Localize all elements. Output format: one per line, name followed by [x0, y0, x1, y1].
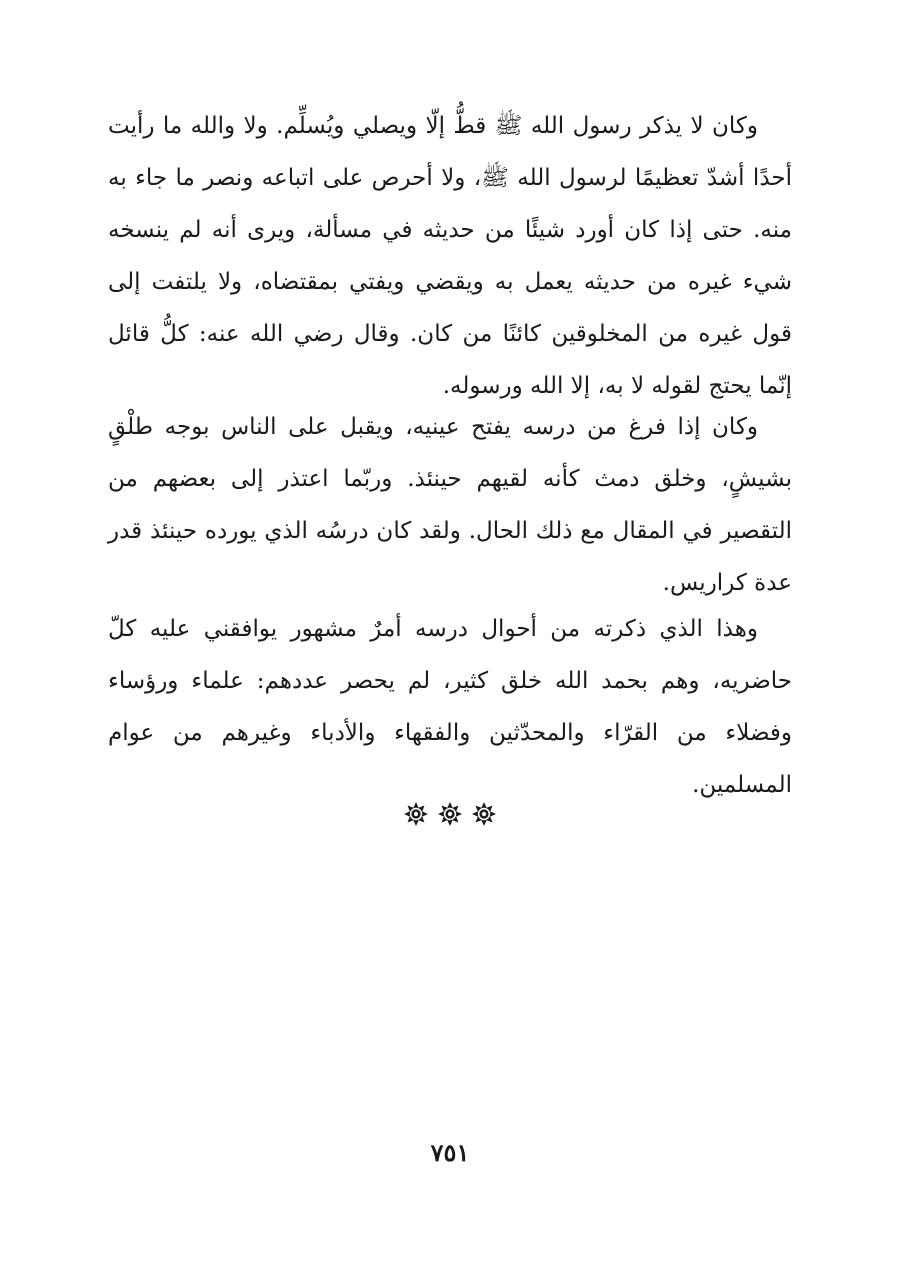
page-number: ٧٥١ — [430, 1138, 470, 1167]
body-text-section-2 — [108, 401, 792, 609]
rosette-ornament-icon — [404, 802, 428, 826]
rosette-ornament-icon — [438, 802, 462, 826]
paragraph-3: وهذا الذي ذكرته من أحوال درسه أمرٌ مشهور يوافقني عليه كلّ حاضريه، وهم بحمد الله خلق كثير، لم يحصر عددهم: علماء ورؤساء وفضلاء من القرّاء والمحدّثين والفقهاء والأدباء وغيرهم من عوام المسلمين. — [108, 616, 793, 798]
section-divider — [0, 802, 900, 826]
paragraph-1: وكان لا يذكر رسول الله ﷺ قطُّ إلّا ويصلي ويُسلِّم. ولا والله ما رأيت أحدًا أشدّ تعظيمًا لرسول الله ﷺ، ولا أحرص على اتباعه ونصر ما جاء به منه. حتى إذا كان أورد شيئًا من حديثه في مسألة، ويرى أنه لم ينسخه شيء غيره من حديثه يعمل به ويقضي ويفتي بمقتضاه، ولا يلتفت إلى قول غيره من المخلوقين كائنًا من كان. وقال رضي الله عنه: كلُّ قائل إنّما يحتج لقوله لا به، إلا الله ورسوله. — [108, 113, 792, 399]
paragraph-2: وكان إذا فرغ من درسه يفتح عينيه، ويقبل على الناس بوجه طلْقٍ بشيشٍ، وخلق دمث كأنه لقيهم حينئذ. وربّما اعتذر إلى بعضهم من التقصير في المقال مع ذلك الحال. ولقد كان درسُه الذي يورده حينئذ قدر عدة كراريس. — [108, 414, 792, 596]
body-text-section-3 — [108, 603, 792, 811]
rosette-ornament-icon — [472, 802, 496, 826]
body-text-section-1 — [108, 100, 792, 412]
